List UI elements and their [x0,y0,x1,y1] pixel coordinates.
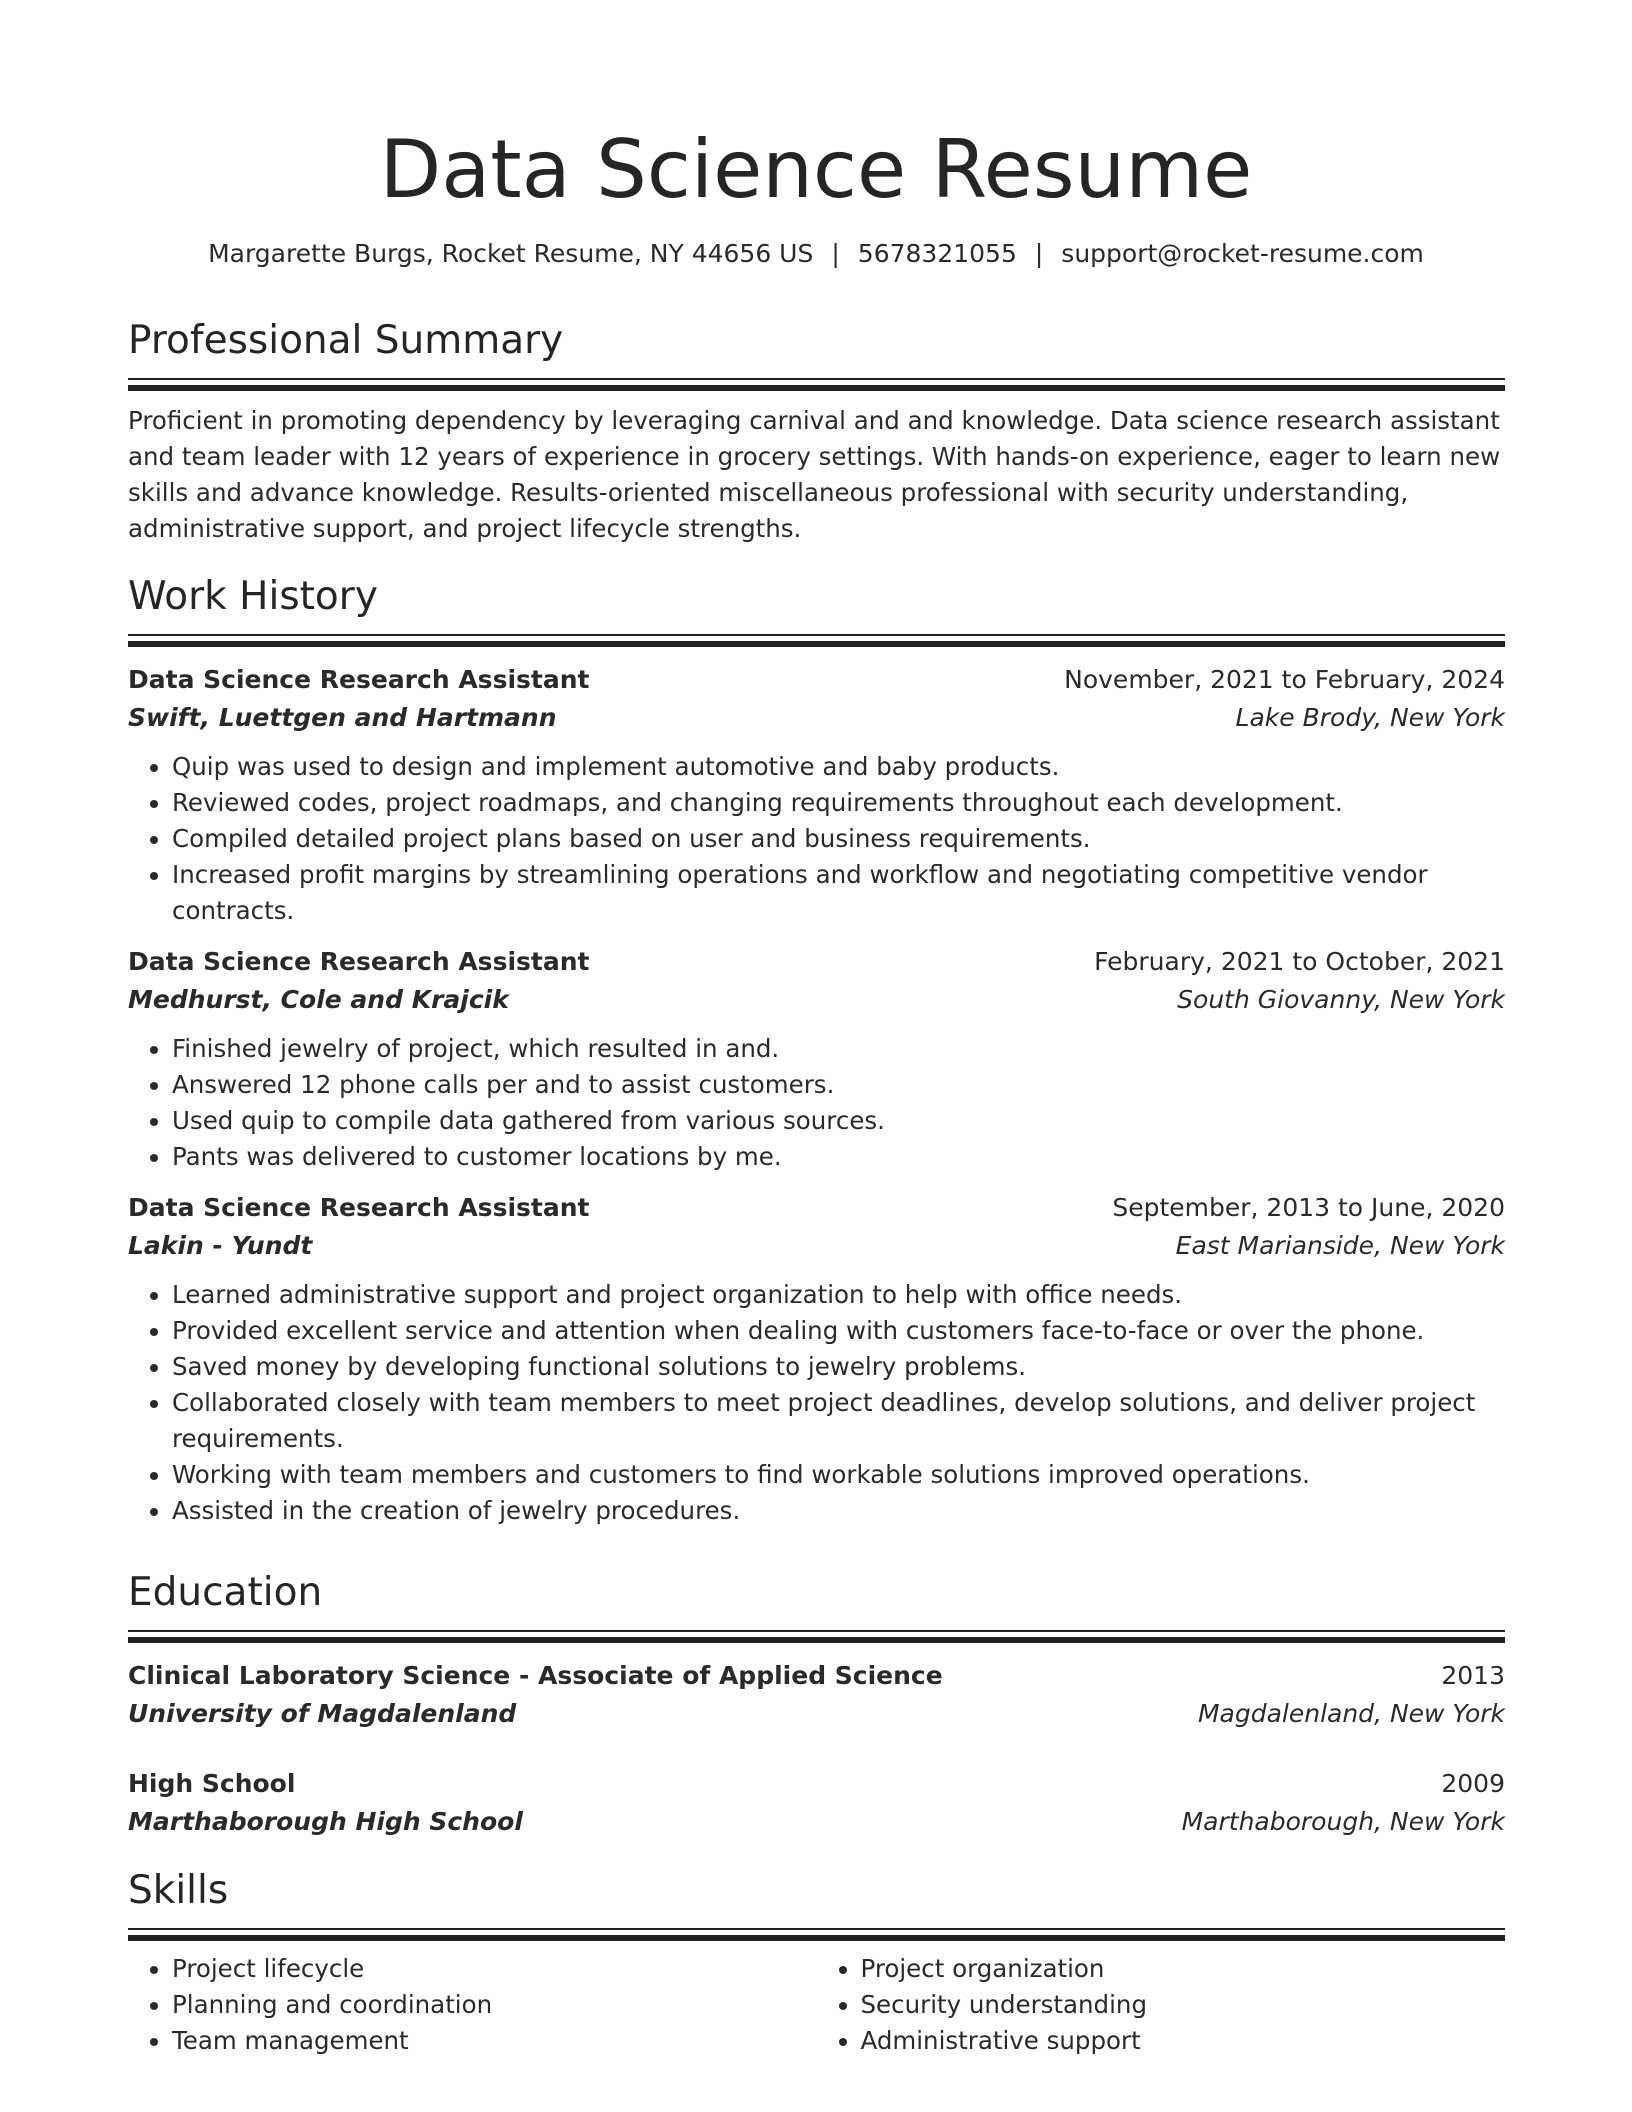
job-company: Swift, Luettgen and Hartmann [128,703,557,732]
job-bullets [128,749,1505,929]
list-item: • Quip was used to design and implement automotive and baby products. [172,749,1505,785]
section-rule [128,1928,1505,1930]
education-location: Marthaborough, New York [1181,1807,1505,1836]
list-item: • Collaborated closely with team members to meet project deadlines, develop solutions, and deliver project requirements. [172,1385,1505,1457]
section-heading-skills: Skills [128,1868,229,1913]
skill-item: • Project lifecycle [172,1951,817,1987]
section-rule [128,634,1505,636]
list-item: • Provided excellent service and attention when dealing with customers face-to-face or over the phone. [172,1313,1505,1349]
section-rule-thick [128,641,1505,647]
list-item: • Finished jewelry of project, which resulted in and. [172,1031,1505,1067]
job-title: Data Science Research Assistant [128,665,590,694]
list-item: • Increased profit margins by streamlining operations and workflow and negotiating competitive vendor contracts. [172,857,1505,929]
job-company: Medhurst, Cole and Krajcik [128,985,509,1014]
job-location: South Giovanny, New York [1177,985,1505,1014]
skill-item: • Project organization [861,1951,1506,1987]
summary-text: Proficient in promoting dependency by leveraging carnival and and knowledge. Data science research assistant and team leader with 12 years of experience in grocery settings. With hands-on experience, eager to learn new skills and advance knowledge. Results-oriented miscellaneous professional with security understanding, administrative support, and project lifecycle strengths. [128,406,1501,543]
education-year: 2013 [1441,1661,1505,1690]
education-school: Marthaborough High School [128,1807,523,1836]
contact-address: Margarette Burgs, Rocket Resume, NY 44656 US [208,239,814,268]
education-section [128,1568,1505,1841]
contact-line [0,236,1632,272]
job-dates: February, 2021 to October, 2021 [1094,947,1505,976]
list-item: • Working with team members and customers to find workable solutions improved operations. [172,1457,1505,1493]
skills-list-right [817,1951,1506,2059]
section-rule-thick [128,385,1505,391]
education-degree: High School [128,1769,296,1798]
list-item: • Pants was delivered to customer locations by me. [172,1139,1505,1175]
job-bullets [128,1031,1505,1175]
resume-title: Data Science Resume [379,123,1253,216]
list-item: • Reviewed codes, project roadmaps, and changing requirements throughout each development. [172,785,1505,821]
section-heading-work: Work History [128,574,378,619]
skills-section [128,1866,1505,2059]
section-rule-thick [128,1637,1505,1643]
section-heading-summary: Professional Summary [128,318,564,363]
section-rule-thick [128,1935,1505,1941]
list-item: • Compiled detailed project plans based on user and business requirements. [172,821,1505,857]
contact-separator: | [1034,239,1044,268]
job-entry [128,1189,1505,1529]
education-entry [128,1765,1505,1841]
job-location: Lake Brody, New York [1235,703,1505,732]
job-dates: November, 2021 to February, 2024 [1064,665,1505,694]
contact-phone: 5678321055 [857,239,1017,268]
skill-item: • Security understanding [861,1987,1506,2023]
job-title: Data Science Research Assistant [128,1193,590,1222]
job-entry [128,661,1505,929]
skill-item: • Team management [172,2023,817,2059]
job-company: Lakin - Yundt [128,1231,313,1260]
job-bullets [128,1277,1505,1529]
skills-columns [128,1951,1505,2059]
list-item: • Saved money by developing functional solutions to jewelry problems. [172,1349,1505,1385]
section-rule [128,378,1505,380]
job-entry [128,943,1505,1175]
list-item: • Assisted in the creation of jewelry procedures. [172,1493,1505,1529]
contact-email: support@rocket-resume.com [1061,239,1424,268]
contact-separator: | [831,239,840,268]
education-location: Magdalenland, New York [1197,1699,1505,1728]
job-location: East Marianside, New York [1175,1231,1505,1260]
skills-list-left [128,1951,817,2059]
skill-item: • Administrative support [861,2023,1506,2059]
list-item: • Answered 12 phone calls per and to assist customers. [172,1067,1505,1103]
education-school: University of Magdalenland [128,1699,517,1728]
work-section [128,572,1505,1529]
section-heading-education: Education [128,1570,323,1615]
education-year: 2009 [1441,1769,1505,1798]
list-item: • Used quip to compile data gathered from various sources. [172,1103,1505,1139]
list-item: • Learned administrative support and project organization to help with office needs. [172,1277,1505,1313]
summary-section [128,316,1505,547]
section-rule [128,1630,1505,1632]
education-degree: Clinical Laboratory Science - Associate of Applied Science [128,1661,943,1690]
job-dates: September, 2013 to June, 2020 [1112,1193,1505,1222]
education-entry [128,1657,1505,1733]
job-title: Data Science Research Assistant [128,947,590,976]
skill-item: • Planning and coordination [172,1987,817,2023]
